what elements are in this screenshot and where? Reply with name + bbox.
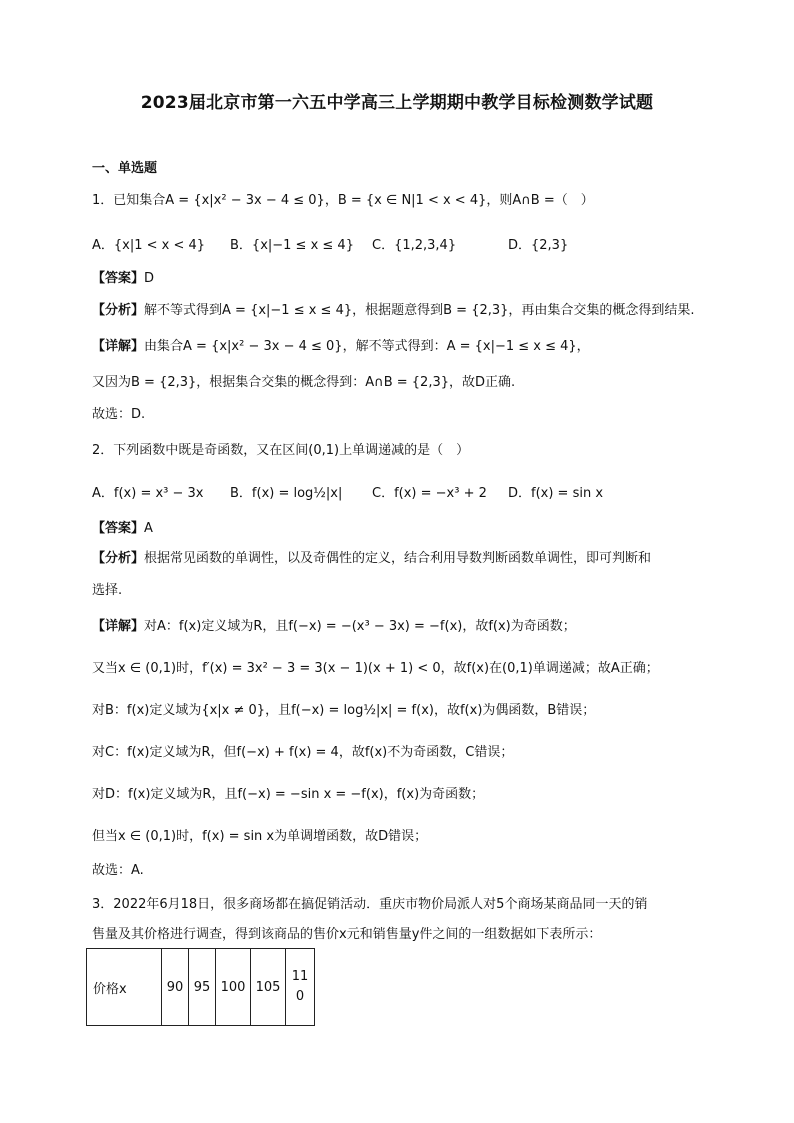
table-cell: 105 bbox=[251, 949, 286, 1026]
q1-option-b: B．{x|−1 ≤ x ≤ 4} bbox=[230, 238, 354, 253]
q2-detail-4: 对C：f(x)定义域为R，但f(−x) + f(x) = 4，故f(x)不为奇函数，C错误； bbox=[92, 745, 514, 760]
q3-stem-2: 售量及其价格进行调查，得到该商品的售价x元和销售量y件之间的一组数据如下表所示： bbox=[92, 927, 602, 942]
q2-detail-1: 对A：f(x)定义域为R，且f(−x) = −(x³ − 3x) = −f(x)，故f(x)为奇函数； bbox=[144, 619, 576, 634]
q1-option-c: C．{1,2,3,4} bbox=[372, 238, 457, 253]
detail-tag: 【详解】 bbox=[92, 339, 145, 354]
q2-detail-line bbox=[92, 618, 576, 636]
q2-answer: A bbox=[144, 521, 153, 536]
q1-detail-line bbox=[92, 338, 590, 356]
q2-option-c: C．f(x) = −x³ + 2 bbox=[372, 486, 487, 501]
q3-stem-1: 3．2022年6月18日，很多商场都在搞促销活动．重庆市物价局派人对5个商场某商品同一天的销 bbox=[92, 897, 648, 912]
q2-option-d: D．f(x) = sin x bbox=[508, 486, 604, 501]
analysis-tag: 【分析】 bbox=[92, 551, 145, 566]
q1-stem: 1．已知集合A = {x|x² − 3x − 4 ≤ 0}，B = {x ∈ N|1 < x < 4}，则A∩B =（ ） bbox=[92, 193, 594, 208]
table-row bbox=[87, 949, 315, 1026]
q1-option-d: D．{2,3} bbox=[508, 238, 569, 253]
page-title: 2023届北京市第一六五中学高三上学期期中教学目标检测数学试题 bbox=[140, 93, 654, 113]
table-cell: 90 bbox=[162, 949, 189, 1026]
price-table bbox=[86, 948, 315, 1026]
q2-answer-line bbox=[92, 520, 153, 538]
section-heading: 一、单选题 bbox=[92, 161, 158, 176]
table-cell: 100 bbox=[216, 949, 251, 1026]
q1-detail-2: 又因为B = {2,3}，根据集合交集的概念得到：A∩B = {2,3}，故D正确. bbox=[92, 375, 516, 390]
q2-detail-6: 但当x ∈ (0,1)时，f(x) = sin x为单调增函数，故D错误； bbox=[92, 829, 428, 844]
table-cell-bottom: 0 bbox=[295, 989, 305, 1004]
q1-answer-line bbox=[92, 270, 154, 288]
q1-conclusion: 故选：D. bbox=[92, 407, 146, 422]
q2-conclusion: 故选：A. bbox=[92, 863, 144, 878]
q2-detail-5: 对D：f(x)定义域为R，且f(−x) = −sin x = −f(x)，f(x)为奇函数； bbox=[92, 787, 485, 802]
q1-analysis-line bbox=[92, 302, 695, 320]
table-header-cell: 价格x bbox=[87, 949, 162, 1026]
table-cell-top: 11 bbox=[291, 969, 309, 984]
answer-tag: 【答案】 bbox=[92, 521, 145, 536]
q1-analysis: 解不等式得到A = {x|−1 ≤ x ≤ 4}，根据题意得到B = {2,3}，再由集合交集的概念得到结果. bbox=[144, 303, 695, 318]
q2-option-b: B．f(x) = log½|x| bbox=[230, 486, 343, 501]
q1-answer: D bbox=[144, 271, 155, 286]
q2-detail-3: 对B：f(x)定义域为{x|x ≠ 0}，且f(−x) = log½|x| = f(x)，故f(x)为偶函数，B错误； bbox=[92, 703, 596, 718]
table-cell-wrapped bbox=[286, 949, 315, 1026]
q2-detail-2: 又当x ∈ (0,1)时，f′(x) = 3x² − 3 = 3(x − 1)(x + 1) < 0，故f(x)在(0,1)单调递减；故A正确； bbox=[92, 661, 659, 676]
analysis-tag: 【分析】 bbox=[92, 303, 145, 318]
answer-tag: 【答案】 bbox=[92, 271, 145, 286]
q2-analysis-line bbox=[92, 550, 651, 568]
q1-detail-1: 由集合A = {x|x² − 3x − 4 ≤ 0}，解不等式得到：A = {x|−1 ≤ x ≤ 4}， bbox=[144, 339, 590, 354]
q2-analysis-2: 选择. bbox=[92, 583, 123, 598]
q2-analysis-1: 根据常见函数的单调性，以及奇偶性的定义，结合利用导数判断函数单调性，即可判断和 bbox=[144, 551, 652, 566]
q2-stem: 2．下列函数中既是奇函数，又在区间(0,1)上单调递减的是（ ） bbox=[92, 443, 470, 458]
table-cell: 95 bbox=[189, 949, 216, 1026]
q2-option-a: A．f(x) = x³ − 3x bbox=[92, 486, 204, 501]
q1-option-a: A．{x|1 < x < 4} bbox=[92, 238, 206, 253]
detail-tag: 【详解】 bbox=[92, 619, 145, 634]
